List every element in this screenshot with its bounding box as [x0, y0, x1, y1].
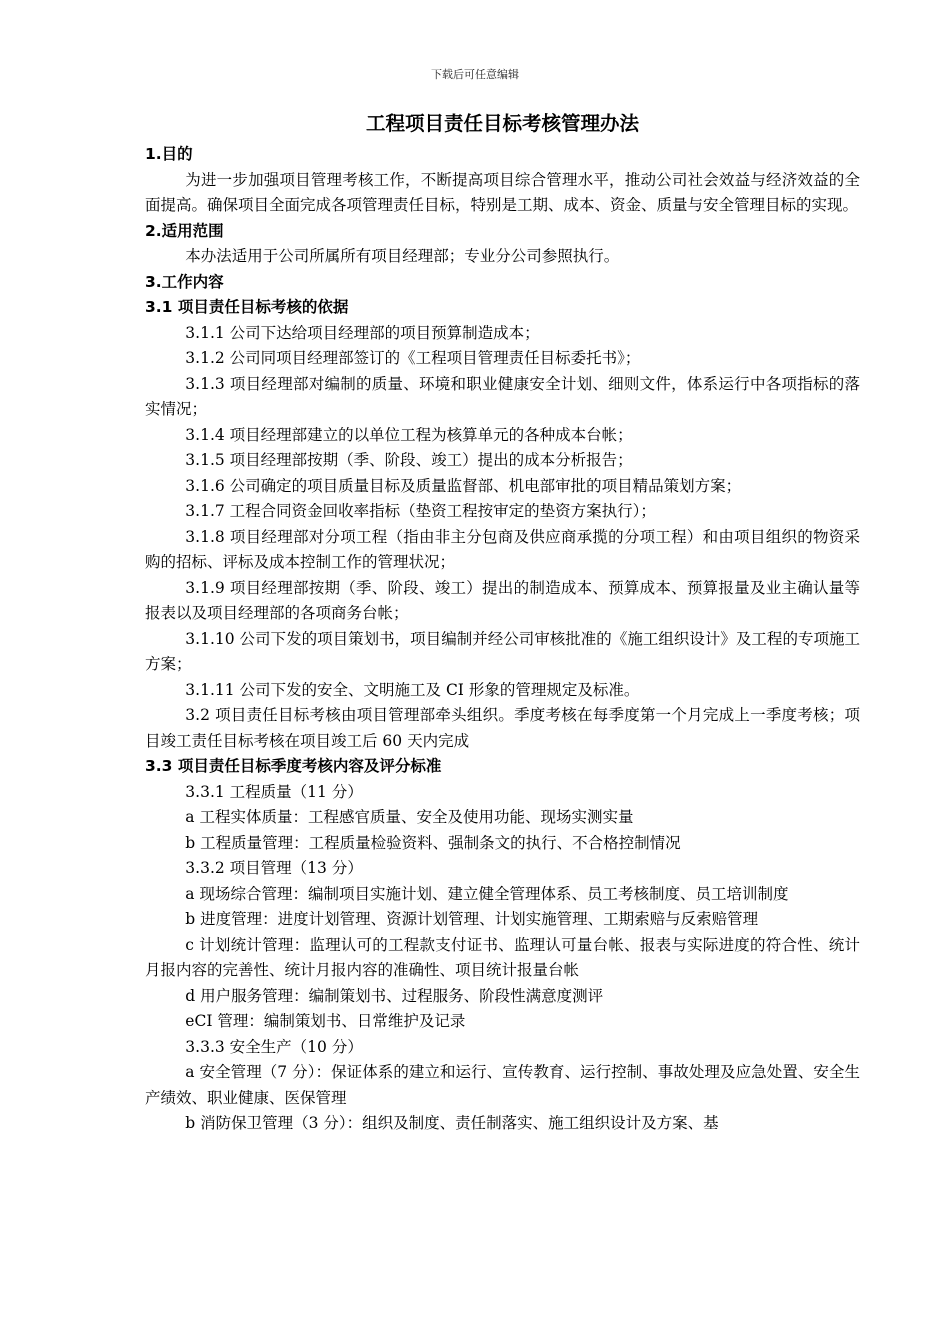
paragraph: b 消防保卫管理（3 分）：组织及制度、责任制落实、施工组织设计及方案、基: [185, 1114, 719, 1132]
section-heading: 3.1 项目责任目标考核的依据: [145, 298, 349, 316]
paragraph: a 安全管理（7 分）：保证体系的建立和运行、宣传教育、运行控制、事故处理及应急处置、安全生产绩效、职业健康、医保管理: [145, 1063, 860, 1107]
paragraph: a 现场综合管理：编制项目实施计划、建立健全管理体系、员工考核制度、员工培训制度: [185, 884, 789, 903]
paragraph: 3.3.2 项目管理（13 分）: [185, 859, 363, 877]
paragraph: 3.1.3 项目经理部对编制的质量、环境和职业健康安全计划、细则文件，体系运行中各项指标的落实情况；: [145, 374, 860, 418]
document-body: [145, 108, 860, 1137]
section-heading: 3.3 项目责任目标季度考核内容及评分标准: [145, 757, 442, 775]
section-heading: 1.目的: [145, 145, 193, 163]
section-heading: 2.适用范围: [145, 221, 224, 240]
paragraph: 3.2 项目责任目标考核由项目管理部牵头组织。季度考核在每季度第一个月完成上一季度考核；项目竣工责任目标考核在项目竣工后 60 天内完成: [145, 706, 860, 750]
paragraph: 3.1.8 项目经理部对分项工程（指由非主分包商及供应商承揽的分项工程）和由项目组织的物资采购的招标、评标及成本控制工作的管理状况；: [145, 527, 860, 571]
paragraph: 3.3.1 工程质量（11 分）: [185, 782, 363, 801]
paragraph: c 计划统计管理：监理认可的工程款支付证书、监理认可量台帐、报表与实际进度的符合性、统计月报内容的完善性、统计月报内容的准确性、项目统计报量台帐: [145, 935, 860, 979]
paragraph: 3.1.5 项目经理部按期（季、阶段、竣工）提出的成本分析报告；: [185, 451, 633, 469]
paragraph: 3.1.10 公司下发的项目策划书，项目编制并经公司审核批准的《施工组织设计》及工程的专项施工方案；: [145, 629, 860, 673]
paragraph: 3.1.4 项目经理部建立的以单位工程为核算单元的各种成本台帐；: [185, 425, 633, 444]
section-heading: 3.工作内容: [145, 272, 224, 291]
paragraph: d 用户服务管理：编制策划书、过程服务、阶段性满意度测评: [185, 986, 604, 1005]
paragraph: b 工程质量管理：工程质量检验资料、强制条文的执行、不合格控制情况: [185, 833, 681, 852]
paragraph: 本办法适用于公司所属所有项目经理部；专业分公司参照执行。: [185, 247, 620, 265]
paragraph: 3.1.2 公司同项目经理部签订的《工程项目管理责任目标委托书》；: [185, 349, 641, 367]
paragraph: 3.1.6 公司确定的项目质量目标及质量监督部、机电部审批的项目精品策划方案；: [185, 476, 742, 495]
paragraph: 3.1.7 工程合同资金回收率指标（垫资工程按审定的垫资方案执行）；: [185, 502, 656, 520]
paragraph: 3.1.1 公司下达给项目经理部的项目预算制造成本；: [185, 323, 540, 342]
document-title: 工程项目责任目标考核管理办法: [365, 112, 639, 135]
paragraph: 为进一步加强项目管理考核工作，不断提高项目综合管理水平，推动公司社会效益与经济效益的全面提高。确保项目全面完成各项管理责任目标，特别是工期、成本、资金、质量与安全管理目标的实现。: [145, 170, 860, 214]
paragraph: 3.1.11 公司下发的安全、文明施工及 CI 形象的管理规定及标准。: [185, 680, 640, 699]
paragraph: 3.1.9 项目经理部按期（季、阶段、竣工）提出的制造成本、预算成本、预算报量及业主确认量等报表以及项目经理部的各项商务台帐；: [145, 578, 860, 622]
paragraph: eCI 管理：编制策划书、日常维护及记录: [185, 1012, 466, 1030]
paragraph: a 工程实体质量：工程感官质量、安全及使用功能、现场实测实量: [185, 808, 634, 826]
paragraph: b 进度管理：进度计划管理、资源计划管理、计划实施管理、工期索赔与反索赔管理: [185, 910, 759, 928]
document-blocks: [145, 142, 860, 1137]
paragraph: 3.3.3 安全生产（10 分）: [185, 1037, 363, 1056]
page-header: 下载后可任意编辑: [431, 68, 519, 81]
